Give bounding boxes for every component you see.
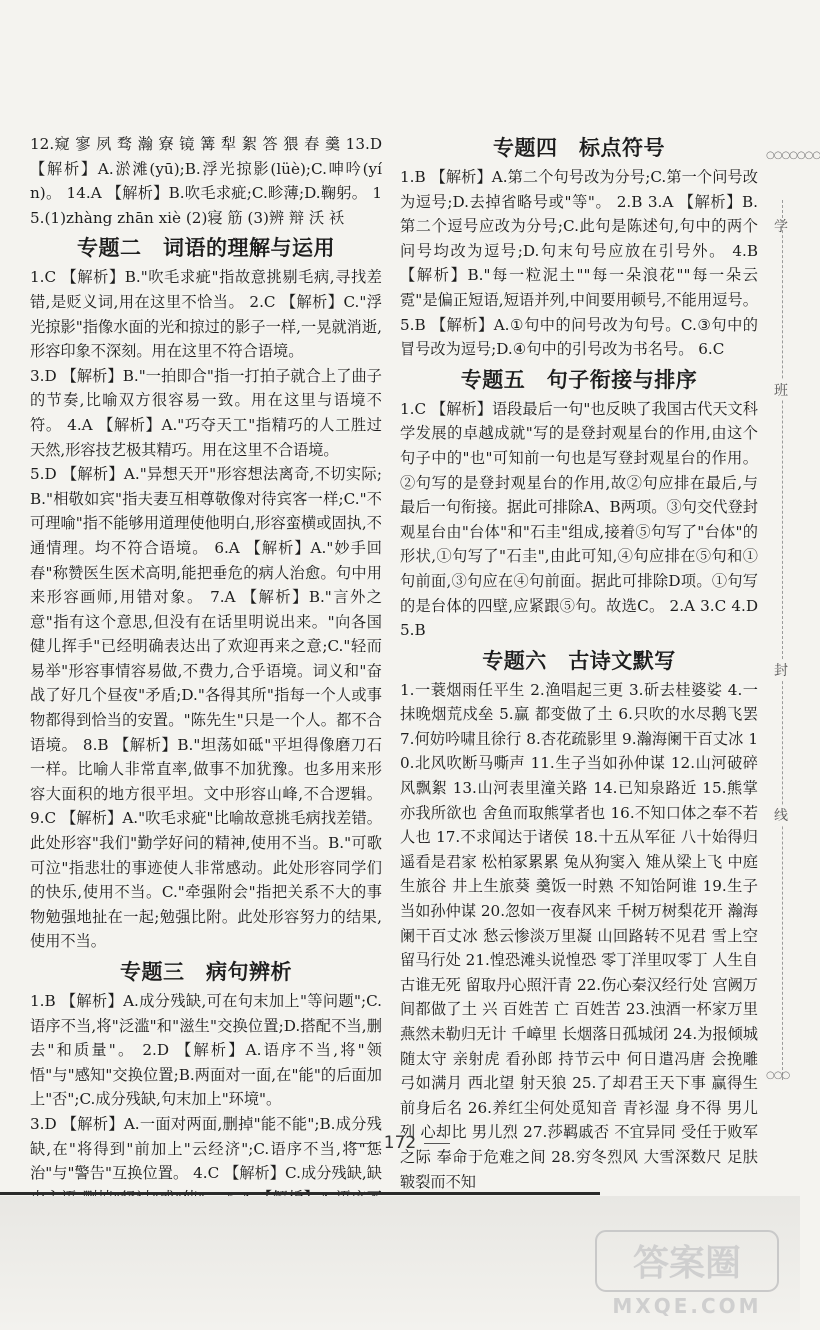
answer-block: 1.一蓑烟雨任平生 2.渔唱起三更 3.斫去桂婆娑 4.一抹晚烟荒戍垒 5.赢 都变做了土 6.只吹的水尽鹅飞罢 7.何妨吟啸且徐行 8.杏花疏影里 9.瀚海阑干百丈冰 10.北风吹断马嘶声 11.生子当如孙仲谋 12.山河破碎风飘絮 13.山河表里潼关路 14.已知泉路近 15.熊掌 亦我所欲也 舍鱼而取熊掌者也 16.不知口体之奉不若人也 17.不求闻达于诸侯 18.十五从军征 八十始得归 遥看是君家 松柏冢累累 兔从狗窦入 雉从梁上飞 中庭生旅谷 井上生旅葵 羹饭一时熟 不知饴阿谁 19.生子当如孙仲谋 20.忽如一夜春风来 千树万树梨花开 瀚海阑干百丈冰 愁云惨淡万里凝 山回路转不见君 雪上空留马行处 21.惶恐滩头说惶恐 零丁洋里叹零丁 人生自古谁无死 留取丹心照汗青 22.伤心秦汉经行处 宫阙万间都做了土 兴 百姓苦 亡 百姓苦 23.浊酒一杯家万里 燕然未勒归无计 千嶂里 长烟落日孤城闭 24.为报倾城随太守 亲射虎 看孙郎 持节云中 何日遣冯唐 会挽雕弓如满月 西北望 射天狼 25.了却君王天下事 赢得生前身后名 26.养红尘何处觅知音 青衫湿 身不得 男儿列 心却比 男儿烈 27.莎羁戚否 不宜异同 受任于败军之际 奉命于危难之间 28.穷冬烈风 大雪深数尺 足肤皲裂而不知	[400, 680, 758, 1191]
watermark-logo-text: 答案圈	[632, 1243, 742, 1284]
binding-margin	[762, 150, 820, 1100]
margin-label-ban: 班	[774, 380, 788, 400]
cut-line	[782, 200, 783, 1080]
answer-block: 1.C 【解析】语段最后一句"也反映了我国古代天文科学发展的卓越成就"写的是登封观星台的作用,由这个句子中的"也"可知前一句也是写登封观星台的作用。②句写的是登封观星台的作用,故②句应排在最后,与最后一句衔接。据此可排除A、B两项。③句交代登封观星台由"台体"和"石圭"组成,接着⑤句写了"台体"的形状,①句写了"石圭",由此可知,④句应排在⑤句和①句前面,③句应在④句前面。据此可排除D项。①句写的是台体的四壁,应紧跟⑤句。故选C。 2.A 3.C 4.D 5.B	[400, 399, 758, 640]
bottom-rule	[0, 1192, 600, 1195]
section-title-3: 专题三 病句辨析	[120, 960, 292, 984]
section-title-4: 专题四 标点符号	[493, 136, 665, 160]
answer-block: 1.B 【解析】A.成分残缺,可在句末加上"等问题";C.语序不当,将"泛滥"和"滋生"交换位置;D.搭配不当,删去"和质量"。 2.D 【解析】A.语序不当,将"领悟"与"感知"交换位置;B.两面对一面,在"能"的后面加上"否";C.成分残缺,句末加上"环境"。	[30, 992, 382, 1109]
answer-block: 1.C 【解析】B."吹毛求疵"指故意挑剔毛病,寻找差错,是贬义词,用在这里不恰当。 2.C 【解析】C."浮光掠影"指像水面的光和掠过的影子一样,一晃就消逝,形容印象不深刻。用在这里不符合语境。	[30, 268, 382, 361]
margin-circles-bottom: ○○○	[766, 1070, 790, 1081]
left-column	[30, 132, 382, 1235]
section-title-6: 专题六 古诗文默写	[482, 648, 676, 673]
answer-block: 1.B 【解析】A.第二个句号改为分号;C.第一个问号改为逗号;D.去掉省略号或"等"。 2.B 3.A 【解析】B.第二个逗号应改为分号;C.此句是陈述句,句中的两个问号均改为逗号;D.句末句号应放在引号外。 4.B 【解析】B."每一粒泥土""每一朵浪花""每一朵云霓"是偏正短语,短语并列,中间要用顿号,不能用逗号。 5.B 【解析】A.①句中的问号改为句号。C.③句中的冒号改为逗号;D.④句中的引号改为书名号。 6.C	[400, 168, 758, 359]
watermark-logo	[592, 1225, 782, 1321]
watermark-site: MXQE.COM	[612, 1294, 762, 1318]
answer-block: 5.D 【解析】A."异想天开"形容想法离奇,不切实际;B."相敬如宾"指夫妻互相尊敬像对待宾客一样;C."不可理喻"指不能够用道理使他明白,形容蛮横或固执,不通情理。均不符合语境。 6.A 【解析】A."妙手回春"称赞医生医术高明,能把垂危的病人治愈。句中用来形容画师,用错对象。 7.A 【解析】B."言外之意"指有这个意思,但没有在话里明说出来。"向各国健儿挥手"已经明确表达出了欢迎再来之意;C."轻而易举"形容事情容易做,不费力,合乎语境。词义和"奋战了好几个昼夜"矛盾;D."各得其所"指每一个人或事物都得到恰当的安置。"陈先生"只是一个人。都不合语境。 8.B 【解析】B."坦荡如砥"平坦得像磨刀石一样。比喻人非常直率,做事不加犹豫。也多用来形容大面积的地方很平坦。文中形容山峰,不合逻辑。 9.C 【解析】A."吹毛求疵"比喻故意挑毛病找差错。此处形容"我们"勤学好问的精神,使用不当。B."可歌可泣"指悲壮的事迹使人非常感动。此处形容同学们的快乐,使用不当。C."牵强附会"指把关系不大的事物勉强地扯在一起;勉强比附。此处形容努力的结果,使用不当。	[30, 465, 382, 951]
page-number-value: 172	[383, 1133, 417, 1153]
page-number	[0, 1133, 800, 1153]
answer-block: 3.D 【解析】B."一拍即合"指一打拍子就合上了曲子的节奏,比喻双方很容易一致。用在这里与语境不符。 4.A 【解析】A."巧夺天工"指精巧的人工胜过天然,形容技艺极其精巧。用在这里不合语境。	[30, 366, 382, 459]
answer-block: 12.窥 寥 夙 骛 瀚 寮 镜 篝 犁 絮 答 猥 春 羹 13.D 【解析】A.淤滩(yū);B.浮光掠影(lüè);C.呻吟(yín)。 14.A 【解析】B.吹毛求疵;C.畛薄;D.鞠躬。 15.(1)zhàng zhān xiè (2)寝 筋 (3)辨 辩 沃 袄	[30, 135, 382, 227]
section-title-5: 专题五 句子衔接与排序	[460, 367, 698, 392]
margin-label-xian: 线	[774, 805, 788, 825]
right-column	[400, 132, 758, 1194]
margin-circles-top: ○○○○○○○	[766, 150, 820, 161]
answer-block: 3.D 【解析】A.一面对两面,删掉"能不能";B.成分残缺,在"将得到"前加上"云经济";C.语序不当,将"惩治"与"警告"互换位置。 4.C 【解析】C.成分残缺,缺	[30, 1114, 382, 1183]
margin-label-feng: 封	[774, 660, 788, 680]
section-title-2: 专题二 词语的理解与运用	[77, 236, 335, 261]
margin-label-top: 学	[774, 219, 788, 235]
